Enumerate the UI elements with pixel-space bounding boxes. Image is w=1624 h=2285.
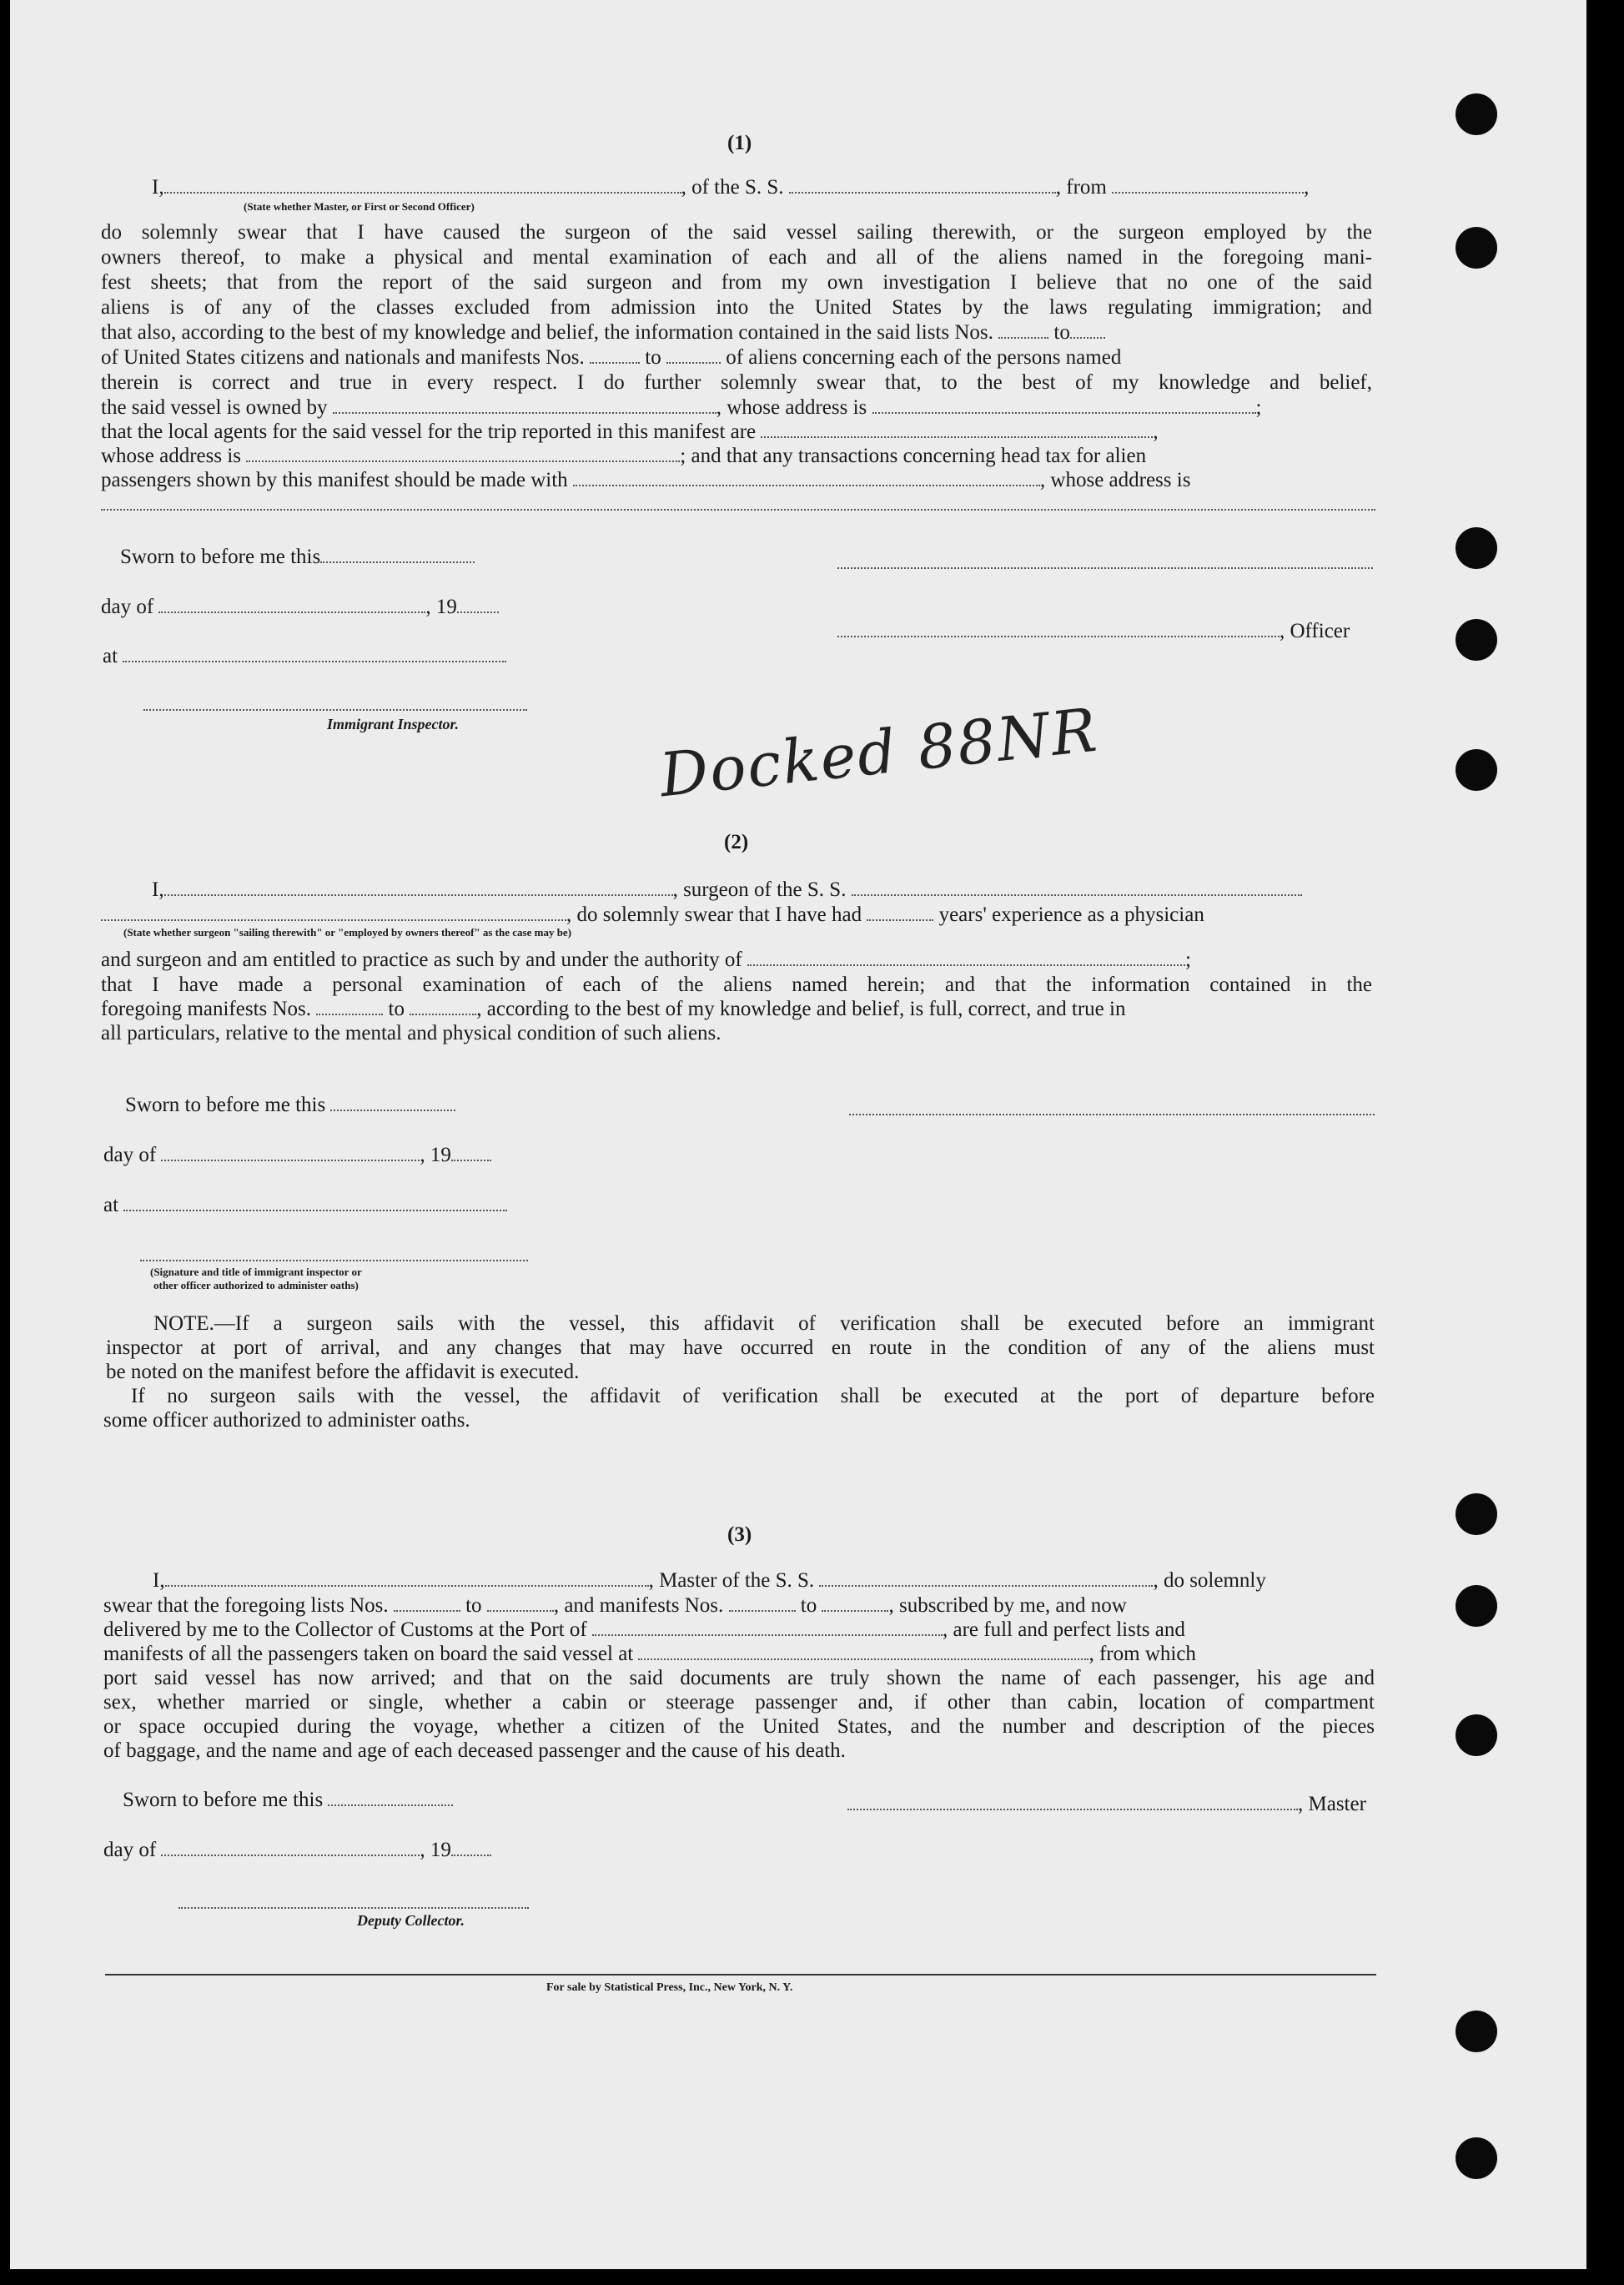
footer-rule	[105, 1974, 1376, 1975]
signature-line	[178, 1907, 529, 1909]
section3-line1: I, , Master of the S. S. , do solemnly	[153, 1569, 1266, 1592]
section3-para: or space occupied during the voyage, whether a citizen of the United States, and the number and description of the pieces	[103, 1715, 1375, 1738]
punch-hole-icon	[1456, 749, 1497, 791]
section2-line3: and surgeon and am entitled to practice as such by and under the authority of ;	[101, 949, 1191, 971]
oath-line: the said vessel is owned by , whose address is ;	[101, 396, 1262, 419]
section3-para: of baggage, and the name and age of each deceased passenger and the cause of his death.	[103, 1739, 846, 1762]
oath-caption: other officer authorized to administer oaths)	[153, 1279, 359, 1291]
punch-hole-icon	[1456, 1585, 1497, 1627]
oath-line: of United States citizens and nationals and manifests Nos. to of aliens concerning each of the persons named	[101, 346, 1122, 369]
oath-line: do solemnly swear that I have caused the surgeon of the said vessel sailing therewith, or the surgeon employed by the	[101, 221, 1372, 244]
master-label: , Master	[847, 1792, 1366, 1817]
section1-line1: I, , of the S. S. , from ,	[152, 176, 1310, 199]
section2-line1: I, , surgeon of the S. S.	[152, 878, 1302, 903]
oath-line: therein is correct and true in every respect. I do further solemnly swear that, to the best of my knowledge and belief,	[101, 371, 1372, 394]
footer-text: For sale by Statistical Press, Inc., New York, N. Y.	[546, 1981, 793, 1994]
oath-line: owners thereof, to make a physical and mental examination of each and all of the aliens named in the foregoing mani-	[101, 246, 1372, 269]
surgeon-caption: (State whether surgeon "sailing therewith" or "employed by owners thereof" as the case may be)	[123, 926, 572, 939]
day-label: day of , 19	[101, 595, 499, 620]
section-number: (2)	[724, 831, 749, 853]
section3-line3: delivered by me to the Collector of Customs at the Port of , are full and perfect lists and	[103, 1618, 1185, 1641]
punch-hole-icon	[1456, 2137, 1497, 2179]
section2-line5: foregoing manifests Nos. to , according to the best of my knowledge and belief, is full, correct, and true in	[101, 998, 1126, 1020]
note-line: be noted on the manifest before the affidavit is executed.	[106, 1361, 580, 1383]
punch-hole-icon	[1456, 2011, 1497, 2052]
oath-caption: (Signature and title of immigrant inspector or	[150, 1266, 362, 1278]
punch-hole-icon	[1456, 227, 1497, 269]
signature-line	[837, 567, 1373, 569]
section3-line4: manifests of all the passengers taken on board the said vessel at , from which	[103, 1643, 1196, 1665]
signature-line	[849, 1114, 1375, 1115]
at-label: at	[103, 1193, 507, 1218]
sworn-label: Sworn to before me this	[123, 1788, 453, 1813]
sworn-label: Sworn to before me this	[125, 1093, 455, 1118]
oath-line: passengers shown by this manifest should be made with , whose address is	[101, 469, 1191, 491]
section2-line6: all particulars, relative to the mental and physical condition of such aliens.	[101, 1022, 721, 1044]
note-line: NOTE.—If a surgeon sails with the vessel, this affidavit of verification shall be executed before an immigrant	[153, 1312, 1375, 1335]
note-line: some officer authorized to administer oaths.	[103, 1409, 470, 1432]
note-line: If no surgeon sails with the vessel, the affidavit of verification shall be executed at the port of departure before	[131, 1385, 1375, 1407]
note-line: inspector at port of arrival, and any changes that may have occurred en route in the condition of any of the aliens must	[106, 1336, 1375, 1359]
signature-line	[143, 709, 527, 711]
at-label: at	[103, 644, 506, 669]
sworn-label: Sworn to before me this	[120, 545, 475, 570]
day-label: day of , 19	[103, 1838, 491, 1863]
officer-caption: (State whether Master, or First or Second Officer)	[244, 200, 475, 213]
oath-line: whose address is ; and that any transactions concerning head tax for alien	[101, 445, 1147, 467]
oath-line: aliens is of any of the classes excluded from admission into the United States by the laws regulating immigration; and	[101, 296, 1372, 319]
collector-caption: Deputy Collector.	[357, 1912, 465, 1929]
signature-line	[140, 1260, 528, 1261]
punch-hole-icon	[1456, 619, 1497, 661]
punch-hole-icon	[1456, 93, 1497, 135]
oath-line: fest sheets; that from the report of the said surgeon and from my own investigation I believe that no one of the said	[101, 271, 1372, 294]
section3-line2: swear that the foregoing lists Nos. to , and manifests Nos. to , subscribed by me, and now	[103, 1594, 1127, 1617]
section3-para: port said vessel has now arrived; and that on the said documents are truly shown the name of each passenger, his age and	[103, 1667, 1375, 1689]
punch-hole-icon	[1456, 1493, 1497, 1535]
section2-line2: , do solemnly swear that I have had years' experience as a physician	[101, 903, 1204, 928]
section-number: (3)	[727, 1523, 752, 1546]
oath-line: that also, according to the best of my knowledge and belief, the information contained in the said lists Nos. to	[101, 320, 1105, 345]
section2-line4: that I have made a personal examination of each of the aliens named herein; and that the information contained in the	[101, 974, 1372, 996]
punch-hole-icon	[1456, 527, 1497, 569]
day-label: day of , 19	[103, 1143, 491, 1168]
inspector-caption: Immigrant Inspector.	[327, 716, 460, 732]
officer-label: , Officer	[837, 619, 1350, 644]
section3-para: sex, whether married or single, whether a cabin or steerage passenger and, if other than cabin, location of compartment	[103, 1691, 1375, 1714]
section-number: (1)	[727, 132, 752, 154]
punch-hole-icon	[1456, 1714, 1497, 1756]
oath-line: that the local agents for the said vessel for the trip reported in this manifest are ,	[101, 420, 1159, 443]
docked-stamp: Docked 88NR	[656, 694, 1102, 811]
signature-line	[101, 509, 1375, 511]
